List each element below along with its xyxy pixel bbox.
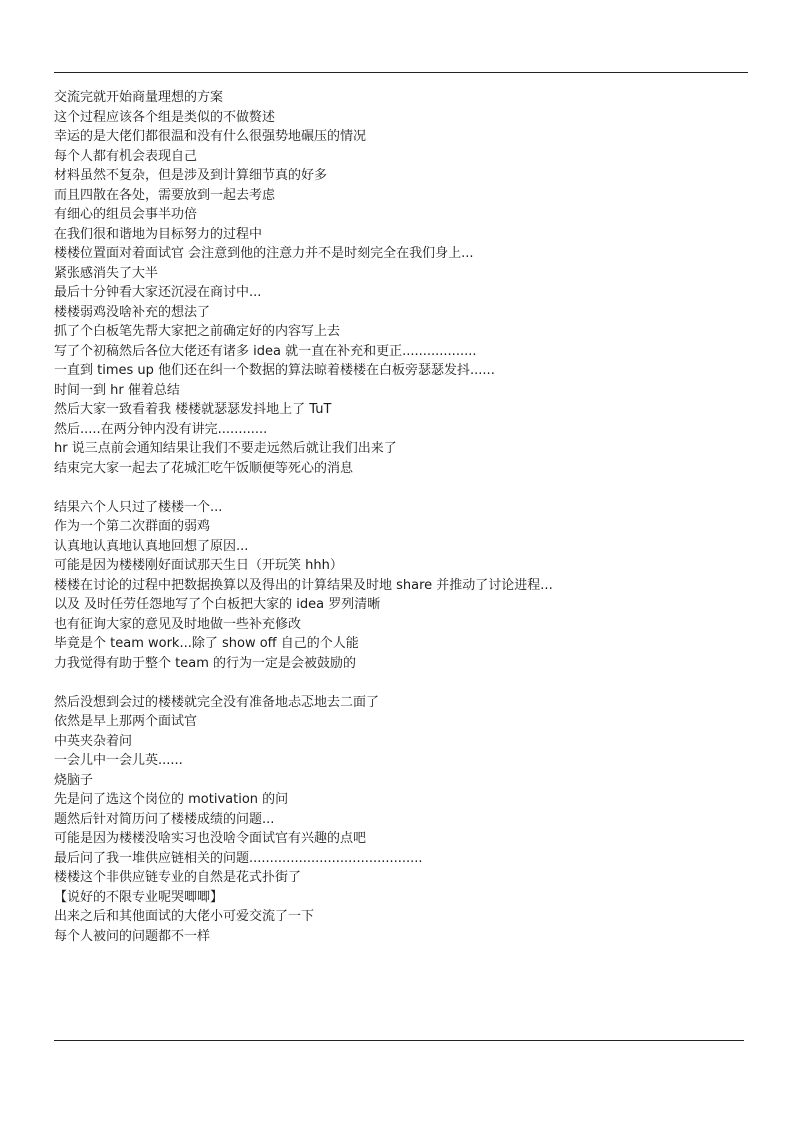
- text-line: 每个人都有机会表现自己: [54, 148, 198, 164]
- text-line: 题然后针对简历问了楼楼成绩的问题...: [54, 811, 275, 827]
- text-line: 幸运的是大佬们都很温和没有什么很强势地碾压的情况: [54, 129, 367, 144]
- text-line: hr 说三点前会通知结果让我们不要走远然后就让我们出来了: [54, 441, 397, 456]
- text-line: 毕竟是个 team work...除了 show off 自己的个人能: [54, 636, 359, 651]
- text-line: 结果六个人只过了楼楼一个...: [54, 499, 223, 515]
- paragraph: [54, 88, 744, 478]
- text-line: 然后大家一致看着我 楼楼就瑟瑟发抖地上了 TuT: [54, 402, 332, 417]
- text-line: 也有征询大家的意见及时地做一些补充修改: [54, 616, 302, 632]
- text-line: 结束完大家一起去了花城汇吃午饭顺便等死心的消息: [54, 460, 354, 476]
- text-line: 可能是因为楼楼没啥实习也没啥令面试官有兴趣的点吧: [54, 831, 367, 846]
- text-line: 然后没想到会过的楼楼就完全没有准备地忐忑地去二面了: [54, 694, 380, 710]
- text-line: 先是问了选这个岗位的 motivation 的问: [54, 792, 289, 807]
- paragraph-gap: [54, 673, 744, 693]
- text-line: 烧脑子: [54, 772, 94, 788]
- text-line: 而且四散在各处，需要放到一起去考虑: [54, 187, 276, 203]
- header-divider: [54, 72, 748, 73]
- text-line: 楼楼位置面对着面试官 会注意到他的注意力并不是时刻完全在我们身上...: [54, 246, 474, 261]
- text-line: 楼楼弱鸡没啥补充的想法了: [54, 304, 211, 320]
- text-line: 可能是因为楼楼刚好面试那天生日（开玩笑 hhh）: [54, 558, 343, 573]
- text-line: 依然是早上那两个面试官: [54, 714, 198, 729]
- text-line: 最后问了我一堆供应链相关的问题..........................................: [54, 850, 423, 866]
- text-line: 认真地认真地认真地回想了原因...: [54, 538, 249, 554]
- text-line: 楼楼这个非供应链专业的自然是花式扑街了: [54, 870, 302, 885]
- text-line: 这个过程应该各个组是类似的不做赘述: [54, 109, 276, 125]
- text-line: 【说好的不限专业呢哭唧唧】: [54, 889, 224, 905]
- document-body: [54, 88, 744, 946]
- paragraph: [54, 693, 744, 947]
- text-line: 然后.....在两分钟内没有讲完............: [54, 421, 268, 437]
- text-line: 作为一个第二次群面的弱鸡: [54, 519, 211, 534]
- text-line: 最后十分钟看大家还沉浸在商讨中...: [54, 285, 262, 300]
- text-line: 时间一到 hr 催着总结: [54, 382, 180, 398]
- text-line: 以及 及时任劳任怨地写了个白板把大家的 idea 罗列清晰: [54, 597, 381, 612]
- paragraph-gap: [54, 478, 744, 498]
- text-line: 交流完就开始商量理想的方案: [54, 90, 224, 105]
- text-line: 每个人被问的问题都不一样: [54, 928, 211, 944]
- text-line: 力我觉得有助于整个 team 的行为一定是会被鼓励的: [54, 655, 356, 671]
- text-line: 抓了个白板笔先帮大家把之前确定好的内容写上去: [54, 324, 341, 339]
- text-line: 材料虽然不复杂，但是涉及到计算细节真的好多: [54, 168, 328, 183]
- text-line: 楼楼在讨论的过程中把数据换算以及得出的计算结果及时地 share 并推动了讨论进程...: [54, 577, 553, 593]
- paragraph: [54, 498, 744, 674]
- text-line: 有细心的组员会事半功倍: [54, 207, 198, 222]
- footer-divider: [54, 1040, 744, 1041]
- text-line: 出来之后和其他面试的大佬小可爱交流了一下: [54, 909, 315, 924]
- text-line: 在我们很和谐地为目标努力的过程中: [54, 226, 263, 242]
- text-line: 一直到 times up 他们还在纠一个数据的算法晾着楼楼在白板旁瑟瑟发抖......: [54, 363, 495, 378]
- text-line: 紧张感消失了大半: [54, 265, 159, 281]
- text-line: 中英夹杂着问: [54, 733, 133, 749]
- text-line: 写了个初稿然后各位大佬还有诸多 idea 就一直在补充和更正..................: [54, 343, 477, 359]
- text-line: 一会儿中一会儿英......: [54, 753, 183, 768]
